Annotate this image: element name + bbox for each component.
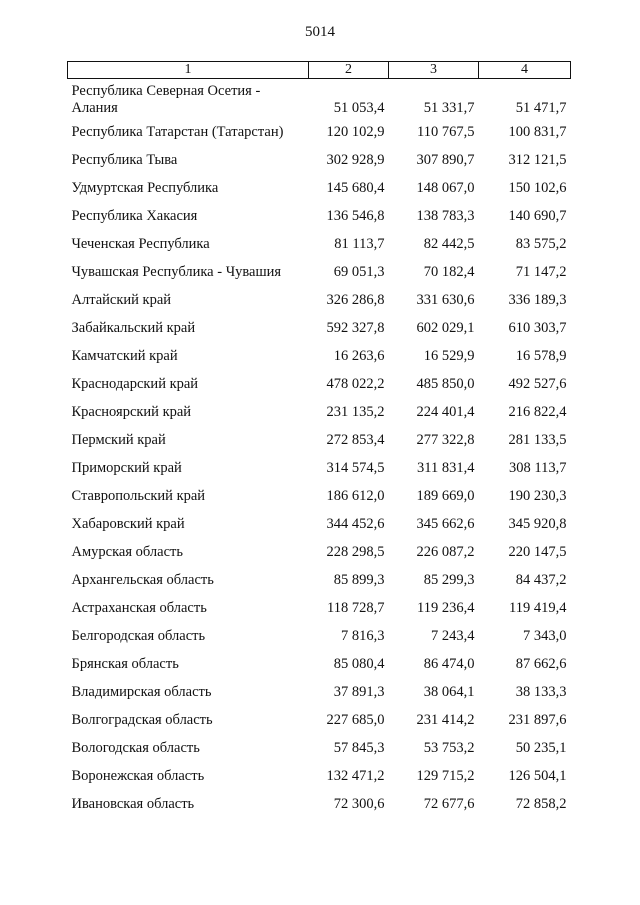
value-col-4: 336 189,3 — [508, 291, 567, 308]
value-col-2: 85 899,3 — [333, 571, 385, 588]
budget-table — [67, 61, 571, 818]
table-row — [68, 510, 571, 538]
value-col-4: 308 113,7 — [509, 459, 567, 476]
value-col-4: 87 662,6 — [515, 655, 567, 672]
value-col-3: 129 715,2 — [416, 767, 475, 784]
value-col-4: 119 419,4 — [509, 599, 567, 616]
table-row — [68, 678, 571, 706]
table-row — [68, 482, 571, 510]
value-col-2: 69 051,3 — [333, 263, 385, 280]
region-name: Астраханская область — [71, 599, 207, 616]
value-col-2: 136 546,8 — [326, 207, 385, 224]
value-col-3: 189 669,0 — [416, 487, 475, 504]
value-col-3: 38 064,1 — [423, 683, 475, 700]
value-col-4: 71 147,2 — [515, 263, 567, 280]
column-header-3: 3 — [389, 62, 479, 79]
table-row — [68, 566, 571, 594]
value-col-3: 311 831,4 — [417, 459, 475, 476]
value-col-3: 485 850,0 — [416, 375, 475, 392]
table-row — [68, 762, 571, 790]
table-row — [68, 370, 571, 398]
region-name: Владимирская область — [71, 683, 212, 700]
table-row — [68, 426, 571, 454]
table-row — [68, 706, 571, 734]
value-col-3: 16 529,9 — [423, 347, 475, 364]
value-col-4: 16 578,9 — [515, 347, 567, 364]
value-col-4: 72 858,2 — [515, 795, 567, 812]
value-col-2: 132 471,2 — [326, 767, 385, 784]
table-row — [68, 146, 571, 174]
region-name: Брянская область — [71, 655, 179, 672]
table-row — [68, 650, 571, 678]
table-row — [68, 734, 571, 762]
value-col-4: 50 235,1 — [515, 739, 567, 756]
value-col-3: 51 331,7 — [423, 100, 475, 116]
table-row — [68, 286, 571, 314]
region-name: Пермский край — [71, 431, 166, 448]
value-col-3: 70 182,4 — [423, 263, 475, 280]
table-row — [68, 454, 571, 482]
value-col-2: 326 286,8 — [326, 291, 385, 308]
region-name: Воронежская область — [71, 767, 205, 784]
table-row — [68, 790, 571, 818]
value-col-4: 345 920,8 — [508, 515, 567, 532]
value-col-2: 72 300,6 — [333, 795, 385, 812]
region-name: Чувашская Республика - Чувашия — [71, 263, 282, 280]
value-col-4: 100 831,7 — [508, 123, 567, 140]
region-name: Ставропольский край — [71, 487, 206, 504]
value-col-2: 37 891,3 — [333, 683, 385, 700]
region-name: Белгородская область — [71, 627, 206, 644]
value-col-4: 38 133,3 — [515, 683, 567, 700]
table-row — [68, 202, 571, 230]
value-col-3: 224 401,4 — [416, 403, 475, 420]
value-col-2: 314 574,5 — [326, 459, 385, 476]
value-col-2: 81 113,7 — [334, 235, 385, 252]
table-body — [68, 79, 571, 819]
value-col-2: 186 612,0 — [326, 487, 385, 504]
value-col-3: 110 767,5 — [417, 123, 475, 140]
value-col-2: 120 102,9 — [326, 123, 385, 140]
value-col-3: 72 677,6 — [423, 795, 475, 812]
value-col-4: 140 690,7 — [508, 207, 567, 224]
region-name: Красноярский край — [71, 403, 192, 420]
value-col-3: 277 322,8 — [416, 431, 475, 448]
value-col-2: 51 053,4 — [333, 100, 385, 116]
header-row — [68, 62, 571, 79]
value-col-3: 138 783,3 — [416, 207, 475, 224]
table-row — [68, 398, 571, 426]
region-name: Алтайский край — [71, 291, 172, 308]
region-name: Волгоградская область — [71, 711, 213, 728]
value-col-4: 84 437,2 — [515, 571, 567, 588]
table-row — [68, 622, 571, 650]
value-col-3: 231 414,2 — [416, 711, 475, 728]
region-name: Ивановская область — [71, 795, 195, 812]
region-name: Республика Хакасия — [71, 207, 198, 224]
page-number: 5014 — [305, 24, 335, 40]
value-col-4: 126 504,1 — [508, 767, 567, 784]
value-col-3: 345 662,6 — [416, 515, 475, 532]
value-col-4: 190 230,3 — [508, 487, 567, 504]
value-col-4: 51 471,7 — [515, 100, 567, 116]
value-col-4: 281 133,5 — [508, 431, 567, 448]
column-header-1: 1 — [68, 62, 309, 79]
value-col-4: 231 897,6 — [508, 711, 567, 728]
region-name: Камчатский край — [71, 347, 178, 364]
region-name: Вологодская область — [71, 739, 200, 756]
value-col-2: 16 263,6 — [333, 347, 385, 364]
value-col-2: 231 135,2 — [326, 403, 385, 420]
region-name: Республика Северная Осетия - Алания — [71, 83, 261, 116]
region-name: Краснодарский край — [71, 375, 199, 392]
value-col-3: 7 243,4 — [431, 627, 475, 644]
table-row — [68, 594, 571, 622]
value-col-2: 344 452,6 — [326, 515, 385, 532]
table-row — [68, 314, 571, 342]
region-name: Чеченская Республика — [71, 235, 210, 252]
table-row — [68, 79, 571, 119]
table-row — [68, 258, 571, 286]
column-header-2: 2 — [309, 62, 389, 79]
region-name: Удмуртская Республика — [71, 179, 219, 196]
value-col-2: 85 080,4 — [333, 655, 385, 672]
table-row — [68, 230, 571, 258]
value-col-2: 57 845,3 — [333, 739, 385, 756]
value-col-3: 53 753,2 — [423, 739, 475, 756]
region-name: Хабаровский край — [71, 515, 185, 532]
value-col-3: 307 890,7 — [416, 151, 475, 168]
value-col-4: 216 822,4 — [508, 403, 567, 420]
value-col-2: 145 680,4 — [326, 179, 385, 196]
value-col-2: 118 728,7 — [327, 599, 385, 616]
value-col-3: 86 474,0 — [423, 655, 475, 672]
column-header-4: 4 — [479, 62, 571, 79]
value-col-3: 226 087,2 — [416, 543, 475, 560]
region-name: Приморский край — [71, 459, 182, 476]
value-col-3: 602 029,1 — [416, 319, 475, 336]
table-header — [68, 62, 571, 79]
value-col-3: 331 630,6 — [416, 291, 475, 308]
value-col-4: 150 102,6 — [508, 179, 567, 196]
region-name: Республика Тыва — [71, 151, 178, 168]
value-col-4: 7 343,0 — [523, 627, 567, 644]
region-name: Забайкальский край — [71, 319, 196, 336]
region-name: Амурская область — [71, 543, 183, 560]
value-col-4: 220 147,5 — [508, 543, 567, 560]
value-col-2: 227 685,0 — [326, 711, 385, 728]
region-name: Республика Татарстан (Татарстан) — [71, 123, 284, 140]
value-col-2: 478 022,2 — [326, 375, 385, 392]
value-col-2: 272 853,4 — [326, 431, 385, 448]
value-col-3: 85 299,3 — [423, 571, 475, 588]
value-col-4: 312 121,5 — [508, 151, 567, 168]
value-col-2: 592 327,8 — [326, 319, 385, 336]
value-col-2: 302 928,9 — [326, 151, 385, 168]
value-col-3: 148 067,0 — [416, 179, 475, 196]
table-row — [68, 174, 571, 202]
value-col-3: 82 442,5 — [423, 235, 475, 252]
value-col-2: 228 298,5 — [326, 543, 385, 560]
value-col-4: 492 527,6 — [508, 375, 567, 392]
value-col-3: 119 236,4 — [417, 599, 475, 616]
value-col-4: 83 575,2 — [515, 235, 567, 252]
table-row — [68, 342, 571, 370]
region-name: Архангельская область — [71, 571, 214, 588]
table-row — [68, 118, 571, 146]
table-row — [68, 538, 571, 566]
value-col-4: 610 303,7 — [508, 319, 567, 336]
value-col-2: 7 816,3 — [341, 627, 385, 644]
